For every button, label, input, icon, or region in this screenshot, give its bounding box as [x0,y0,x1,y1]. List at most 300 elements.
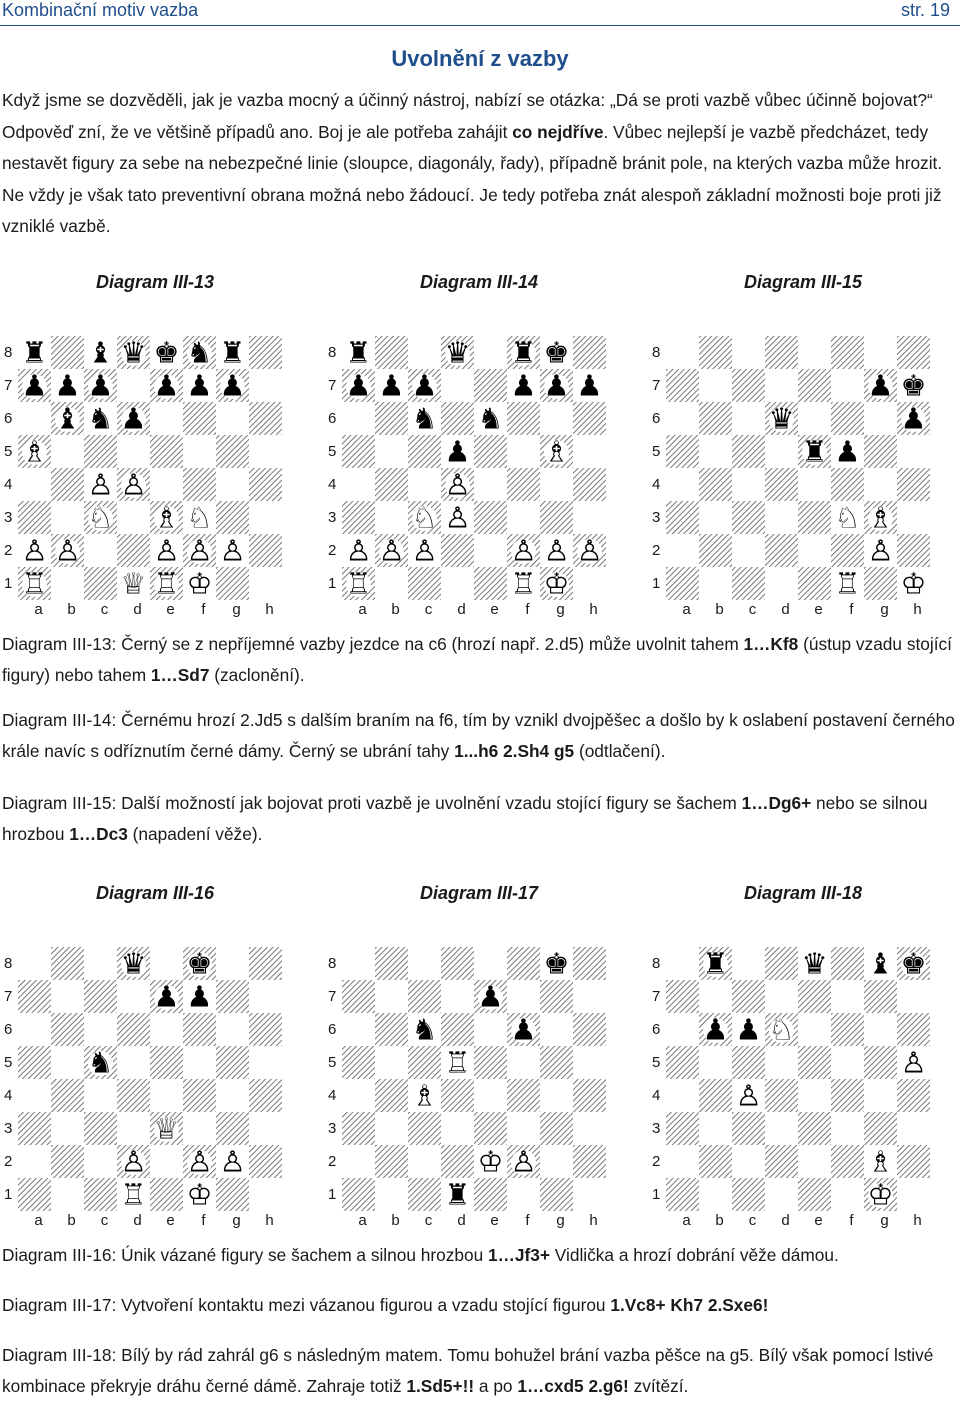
file-label: b [715,601,724,618]
light-square [183,1046,216,1079]
white-pawn-icon: ♙ [543,533,570,568]
white-pawn-icon: ♙ [54,533,81,568]
file-label: d [781,1212,790,1229]
diagram-caption [2,788,958,850]
dark-square [699,468,732,501]
light-square [375,1112,408,1145]
rank-label: 3 [4,509,13,526]
light-square [342,947,375,980]
rank-label: 7 [652,988,661,1005]
white-queen-icon: ♕ [153,1111,180,1146]
caption-text: Diagram III-17: Vytvoření kontaktu mezi vázanou figurou a vzadu stojící figurou [2,1295,611,1315]
black-pawn-icon: ♟ [477,979,504,1014]
file-label: g [232,601,241,618]
page-header [0,0,960,22]
light-square [732,336,765,369]
caption-move: 1…cxd5 2.g6! [517,1376,629,1396]
rank-label: 7 [328,377,337,394]
white-knight-icon: ♘ [411,500,438,535]
light-square [864,402,897,435]
black-king-icon: ♚ [543,947,570,981]
white-king-icon: ♔ [867,1177,894,1211]
light-square [765,1046,798,1079]
light-square [249,435,282,468]
light-square [249,369,282,402]
rank-label: 1 [328,1186,337,1203]
light-square [117,435,150,468]
caption-text: (zaclonění). [209,665,305,685]
file-labels [22,601,286,621]
light-square [765,567,798,600]
light-square [897,1178,930,1211]
light-square [441,369,474,402]
light-square [897,1112,930,1145]
light-square [84,1013,117,1046]
rank-label: 1 [652,575,661,592]
light-square [699,567,732,600]
board-svg [18,336,282,600]
rank-label: 8 [652,955,661,972]
dark-square [18,1046,51,1079]
dark-square [18,501,51,534]
file-labels [670,601,934,621]
dark-square [183,1079,216,1112]
light-square [897,980,930,1013]
file-label: e [814,1212,823,1229]
dark-square [474,567,507,600]
black-knight-icon: ♞ [87,401,114,436]
white-bishop-icon: ♗ [153,500,180,535]
black-pawn-icon: ♟ [510,368,537,403]
white-rook-icon: ♖ [444,1045,471,1080]
black-bishop-icon: ♝ [87,336,114,370]
light-square [441,1112,474,1145]
light-square [666,468,699,501]
light-square [117,369,150,402]
dark-square [699,1145,732,1178]
rank-label: 8 [4,955,13,972]
black-king-icon: ♚ [900,368,927,403]
file-label: d [457,601,466,618]
light-square [84,1079,117,1112]
light-square [765,1178,798,1211]
light-square [573,567,606,600]
chess-board [342,336,606,600]
dark-square [216,1046,249,1079]
file-label: c [100,1212,109,1229]
light-square [798,1013,831,1046]
dark-square [765,1145,798,1178]
white-pawn-icon: ♙ [87,467,114,502]
dark-square [342,1178,375,1211]
intro-paragraph [2,85,958,243]
rank-label: 8 [652,344,661,361]
rank-label: 2 [4,542,13,559]
intro-text-1: Když jsme se dozvěděli, jak je vazba mocný a účinný nástroj, nabízí se otázka: „Dá se proti vazbě vůbec účinně bojovat?“ Odpověď zní, že ve většině případů ano. Boj je ale potřeba zahájit [2,90,933,142]
dark-square [897,336,930,369]
light-square [150,1013,183,1046]
dark-square [831,468,864,501]
dark-square [375,1013,408,1046]
rank-label: 6 [4,410,13,427]
rank-label: 2 [4,1153,13,1170]
dark-square [798,1178,831,1211]
file-label: e [166,601,175,618]
white-king-icon: ♔ [543,566,570,600]
light-square [342,468,375,501]
dark-square [474,435,507,468]
caption-text: Diagram III-14: Černému hrozí 2.Jd5 s dalším braním na f6, tím by vznikl dvojpěšec a došlo by k oslabení postavení černého krále navíc s odříznutím černé dámy. Černý se ubrání tahy [2,710,955,761]
rank-label: 4 [652,1087,661,1104]
dark-square [84,1178,117,1211]
white-rook-icon: ♖ [834,566,861,600]
rank-label: 3 [652,1120,661,1137]
file-label: d [457,1212,466,1229]
light-square [897,501,930,534]
dark-square [732,1178,765,1211]
black-pawn-icon: ♟ [186,979,213,1014]
dark-square [441,1079,474,1112]
dark-square [798,1046,831,1079]
dark-square [249,336,282,369]
white-pawn-icon: ♙ [219,533,246,568]
dark-square [441,534,474,567]
light-square [540,1079,573,1112]
diagram-caption [2,1290,958,1321]
dark-square [798,567,831,600]
dark-square [216,435,249,468]
light-square [150,1145,183,1178]
dark-square [765,534,798,567]
light-square [765,369,798,402]
white-pawn-icon: ♙ [411,533,438,568]
light-square [18,402,51,435]
black-knight-icon: ♞ [411,401,438,436]
dark-square [666,369,699,402]
white-pawn-icon: ♙ [867,533,894,568]
rank-label: 7 [4,988,13,1005]
light-square [408,336,441,369]
file-label: c [748,601,757,618]
dark-square [831,534,864,567]
light-square [216,1079,249,1112]
rank-label: 5 [328,1054,337,1071]
black-queen-icon: ♛ [444,336,471,370]
black-king-icon: ♚ [153,336,180,370]
dark-square [51,1079,84,1112]
dark-square [51,947,84,980]
light-square [183,1112,216,1145]
file-label: d [781,601,790,618]
dark-square [897,1013,930,1046]
rank-label: 6 [4,1021,13,1038]
light-square [732,534,765,567]
section-title: Uvolnění z vazby [391,46,569,71]
dark-square [666,980,699,1013]
dark-square [249,947,282,980]
light-square [249,1112,282,1145]
dark-square [408,1046,441,1079]
dark-square [765,468,798,501]
light-square [765,1112,798,1145]
rank-label: 4 [328,476,337,493]
black-rook-icon: ♜ [702,947,729,981]
black-pawn-icon: ♟ [120,401,147,436]
dark-square [474,1112,507,1145]
white-king-icon: ♔ [477,1144,504,1179]
dark-square [864,1112,897,1145]
diagram-title: Diagram III-17 [419,883,539,903]
light-square [117,980,150,1013]
dark-square [540,1112,573,1145]
dark-square [342,980,375,1013]
dark-square [216,980,249,1013]
file-label: g [880,1212,889,1229]
light-square [51,501,84,534]
file-label: d [133,1212,142,1229]
diagram-title: Diagram III-14 [419,272,539,292]
light-square [474,1079,507,1112]
white-pawn-icon: ♙ [153,533,180,568]
light-square [507,1178,540,1211]
white-pawn-icon: ♙ [576,533,603,568]
file-label: g [556,601,565,618]
light-square [150,468,183,501]
dark-square [666,1178,699,1211]
light-square [51,435,84,468]
dark-square [474,501,507,534]
light-square [18,1079,51,1112]
dark-square [897,1145,930,1178]
white-pawn-icon: ♙ [120,467,147,502]
light-square [375,1046,408,1079]
dark-square [408,567,441,600]
light-square [732,402,765,435]
light-square [507,501,540,534]
dark-square [573,1079,606,1112]
file-label: e [490,601,499,618]
white-pawn-icon: ♙ [444,500,471,535]
file-label: c [424,1212,433,1229]
white-rook-icon: ♖ [21,566,48,600]
caption-text: (ústup vzadu stojící figury) nebo tahem [2,634,952,685]
dark-square [441,402,474,435]
dark-square [897,1079,930,1112]
rank-label: 5 [4,443,13,460]
dark-square [117,534,150,567]
page-number: str. 19 [900,0,950,20]
dark-square [699,1079,732,1112]
dark-square [216,1112,249,1145]
white-rook-icon: ♖ [120,1177,147,1211]
dark-square [666,1112,699,1145]
light-square [474,1013,507,1046]
file-label: h [265,1212,274,1229]
light-square [84,534,117,567]
caption-text: Vidlička a hrozí dobrání věže dámou. [550,1245,839,1265]
light-square [51,567,84,600]
dark-square [831,1079,864,1112]
rank-label: 3 [4,1120,13,1137]
rank-label: 7 [4,377,13,394]
diagram-caption [2,1240,958,1271]
rank-label: 8 [4,344,13,361]
file-label: g [232,1212,241,1229]
dark-square [573,1145,606,1178]
caption-move: 1…Kf8 [743,634,799,654]
dark-square [573,947,606,980]
white-rook-icon: ♖ [345,566,372,600]
board-svg [342,336,606,600]
rank-label: 1 [4,1186,13,1203]
dark-square [732,1112,765,1145]
dark-square [540,501,573,534]
dark-square [249,402,282,435]
file-label: f [849,1212,854,1229]
light-square [375,501,408,534]
dark-square [474,1046,507,1079]
caption-move: 1…Jf3+ [488,1245,550,1265]
white-knight-icon: ♘ [87,500,114,535]
light-square [573,501,606,534]
rank-label: 3 [328,1120,337,1137]
light-square [540,1013,573,1046]
black-pawn-icon: ♟ [510,1012,537,1047]
file-label: a [358,601,367,618]
dark-square [540,1046,573,1079]
light-square [507,1112,540,1145]
light-square [18,1145,51,1178]
dark-square [150,1178,183,1211]
light-square [375,980,408,1013]
light-square [732,947,765,980]
light-square [831,1178,864,1211]
black-pawn-icon: ♟ [444,434,471,469]
dark-square [507,1079,540,1112]
dark-square [732,980,765,1013]
file-label: e [166,1212,175,1229]
black-pawn-icon: ♟ [378,368,405,403]
diagram-caption [2,629,958,691]
light-square [897,435,930,468]
black-pawn-icon: ♟ [543,368,570,403]
dark-square [831,402,864,435]
black-knight-icon: ♞ [477,401,504,436]
file-label: h [913,601,922,618]
light-square [573,1046,606,1079]
chess-board [18,336,282,600]
caption-text: a po [474,1376,518,1396]
dark-square [699,402,732,435]
black-pawn-icon: ♟ [834,434,861,469]
black-bishop-icon: ♝ [54,401,81,436]
light-square [798,1145,831,1178]
light-square [507,435,540,468]
file-label: e [490,1212,499,1229]
rank-label: 7 [652,377,661,394]
dark-square [375,468,408,501]
light-square [666,402,699,435]
light-square [765,501,798,534]
dark-square [342,1046,375,1079]
light-square [699,369,732,402]
white-pawn-icon: ♙ [345,533,372,568]
light-square [831,980,864,1013]
dark-square [408,435,441,468]
white-pawn-icon: ♙ [21,533,48,568]
light-square [474,534,507,567]
black-knight-icon: ♞ [87,1045,114,1080]
header-rule [0,25,960,26]
light-square [798,1079,831,1112]
light-square [51,1112,84,1145]
file-label: a [34,601,43,618]
light-square [474,336,507,369]
file-label: a [34,1212,43,1229]
light-square [666,534,699,567]
light-square [18,947,51,980]
light-square [408,468,441,501]
dark-square [732,369,765,402]
dark-square [732,435,765,468]
dark-square [732,567,765,600]
rank-label: 6 [652,410,661,427]
light-square [249,1178,282,1211]
light-square [249,501,282,534]
black-rook-icon: ♜ [444,1177,471,1211]
light-square [699,501,732,534]
dark-square [441,1145,474,1178]
dark-square [18,980,51,1013]
file-label: c [424,601,433,618]
caption-text: nebo se silnou hrozbou [2,793,928,844]
dark-square [765,336,798,369]
light-square [666,1145,699,1178]
light-square [666,947,699,980]
dark-square [408,1178,441,1211]
file-label: a [682,601,691,618]
light-square [150,402,183,435]
dark-square [864,1046,897,1079]
rank-label: 6 [328,1021,337,1038]
dark-square [375,947,408,980]
light-square [699,1178,732,1211]
black-pawn-icon: ♟ [867,368,894,403]
dark-square [375,402,408,435]
file-labels [346,1212,610,1232]
board-svg [342,947,606,1211]
diagram-title: Diagram III-13 [95,272,215,292]
light-square [84,1145,117,1178]
white-king-icon: ♔ [186,1177,213,1211]
black-pawn-icon: ♟ [702,1012,729,1047]
dark-square [375,1079,408,1112]
light-square [342,1145,375,1178]
file-label: a [682,1212,691,1229]
dark-square [51,1145,84,1178]
light-square [150,1079,183,1112]
dark-square [897,468,930,501]
light-square [375,567,408,600]
dark-square [183,402,216,435]
white-pawn-icon: ♙ [120,1144,147,1179]
light-square [18,468,51,501]
white-bishop-icon: ♗ [543,434,570,469]
dark-square [831,336,864,369]
light-square [249,567,282,600]
light-square [798,534,831,567]
light-square [831,369,864,402]
